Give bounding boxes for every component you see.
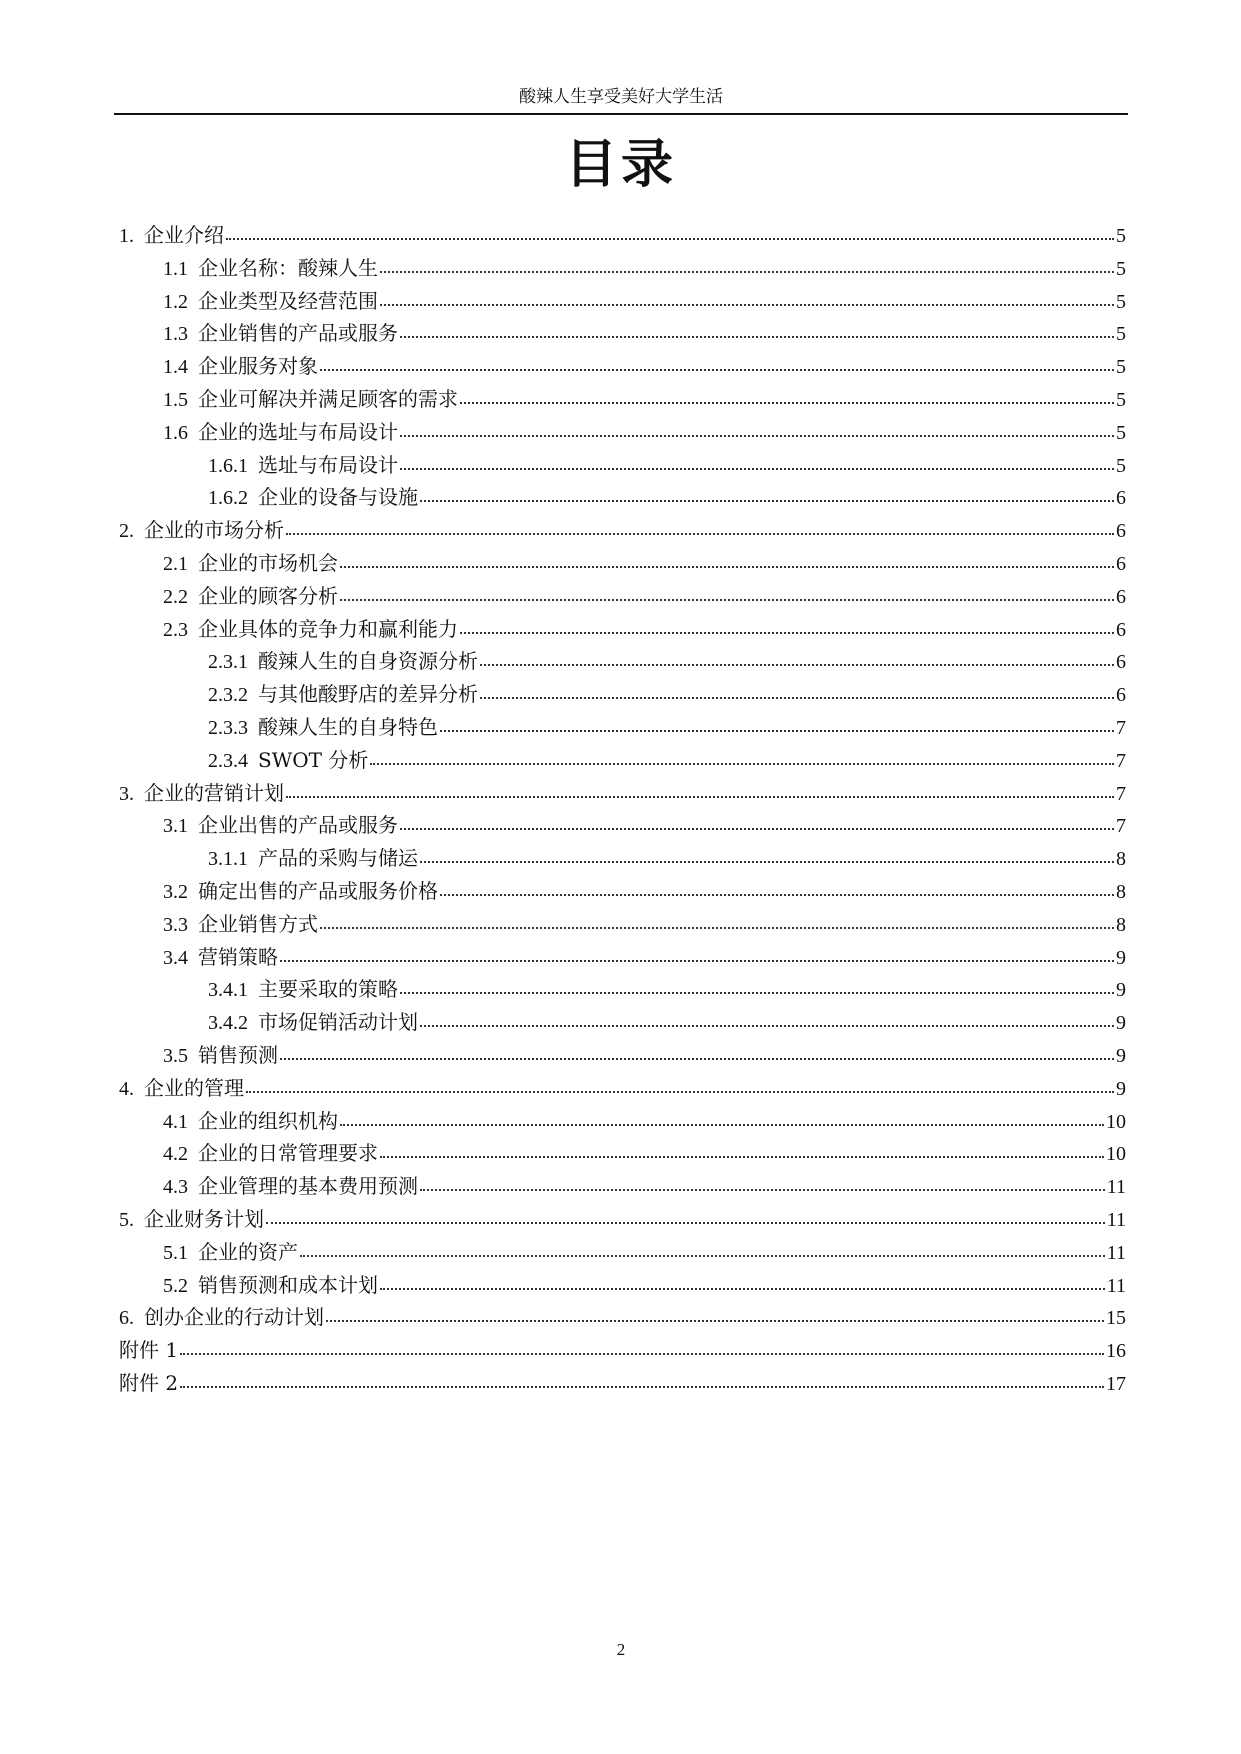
toc-entry-number: 5.2 (163, 1274, 188, 1297)
toc-entry-page: 7 (1116, 782, 1126, 805)
toc-entry-number: 1.5 (163, 388, 188, 411)
toc-entry[interactable] (119, 1236, 1126, 1269)
toc-entry[interactable] (119, 875, 1126, 908)
toc-entry-page: 16 (1106, 1340, 1126, 1363)
toc-entry[interactable] (119, 908, 1126, 941)
toc-entry[interactable] (119, 645, 1126, 678)
toc-entry-title: SWOT 分析 (258, 747, 369, 772)
toc-entry-page: 11 (1106, 1274, 1126, 1297)
toc-dot-leader (400, 992, 1114, 994)
toc-entry-title: 企业的市场分析 (144, 518, 284, 543)
toc-dot-leader (420, 500, 1114, 502)
toc-entry-page: 5 (1116, 388, 1126, 411)
toc-entry-number: 2.3 (163, 618, 188, 641)
toc-entry-number: 1.6.1 (208, 454, 248, 477)
toc-entry-title: 销售预测和成本计划 (198, 1272, 378, 1297)
toc-entry-page: 6 (1116, 585, 1126, 608)
toc-dot-leader (320, 369, 1114, 371)
toc-dot-leader (320, 927, 1114, 929)
toc-entry[interactable] (119, 252, 1126, 285)
toc-entry[interactable] (119, 514, 1126, 547)
toc-entry[interactable] (119, 219, 1126, 252)
toc-entry-number: 3.1.1 (208, 848, 248, 871)
toc-entry-title: 主要采取的策略 (258, 977, 398, 1002)
toc-entry[interactable] (119, 744, 1126, 777)
toc-entry-number: 2.3.3 (208, 716, 248, 739)
toc-entry-number: 5. (119, 1208, 134, 1231)
toc-entry-title: 企业的设备与设施 (258, 485, 418, 510)
toc-dot-leader (326, 1320, 1104, 1322)
toc-entry-page: 9 (1116, 979, 1126, 1002)
toc-entry-page: 6 (1116, 487, 1126, 510)
toc-entry-number: 5.1 (163, 1241, 188, 1264)
toc-entry-number: 3.5 (163, 1044, 188, 1067)
toc-entry-number: 2.2 (163, 585, 188, 608)
toc-entry-number: 3.2 (163, 880, 188, 903)
toc-dot-leader (440, 894, 1114, 896)
toc-entry-title: 附件 1 (119, 1338, 179, 1363)
toc-dot-leader (400, 828, 1114, 830)
toc-entry-title: 企业服务对象 (198, 354, 318, 379)
toc-dot-leader (380, 1156, 1104, 1158)
toc-entry-title: 企业销售方式 (198, 911, 318, 936)
toc-entry-title: 营销策略 (198, 944, 278, 969)
toc-entry-page: 5 (1116, 323, 1126, 346)
toc-entry[interactable] (119, 973, 1126, 1006)
toc-entry-page: 8 (1116, 880, 1126, 903)
toc-entry-page: 7 (1116, 716, 1126, 739)
toc-entry-page: 5 (1116, 356, 1126, 379)
toc-entry-page: 11 (1106, 1241, 1126, 1264)
toc-dot-leader (280, 1058, 1114, 1060)
toc-entry-number: 3.4.2 (208, 1012, 248, 1035)
toc-entry-title: 企业可解决并满足顾客的需求 (198, 386, 458, 411)
toc-entry-number: 4.1 (163, 1110, 188, 1133)
toc-entry-page: 6 (1116, 684, 1126, 707)
toc-entry-title: 确定出售的产品或服务价格 (198, 878, 438, 903)
toc-entry-page: 8 (1116, 913, 1126, 936)
toc-entry[interactable] (119, 711, 1126, 744)
toc-entry-page: 5 (1116, 421, 1126, 444)
toc-dot-leader (460, 632, 1114, 634)
toc-dot-leader (280, 960, 1114, 962)
toc-dot-leader (440, 730, 1114, 732)
toc-entry-title: 市场促销活动计划 (258, 1010, 418, 1035)
toc-entry-page: 11 (1106, 1176, 1126, 1199)
toc-entry-title: 企业销售的产品或服务 (198, 321, 398, 346)
toc-entry-number: 1.6.2 (208, 487, 248, 510)
toc-dot-leader (380, 1288, 1105, 1290)
toc-entry-page: 10 (1106, 1143, 1126, 1166)
toc-entry-title: 企业名称：酸辣人生 (198, 255, 378, 280)
page-title: 目录 (564, 135, 677, 195)
toc-entry-title: 企业介绍 (144, 223, 224, 247)
toc-entry[interactable] (119, 1367, 1126, 1400)
toc-entry-number: 3.1 (163, 815, 188, 838)
toc-dot-leader (266, 1222, 1105, 1224)
toc-entry-title: 企业的选址与布局设计 (198, 419, 398, 444)
toc-entry[interactable] (119, 678, 1126, 711)
toc-entry[interactable] (119, 1170, 1126, 1203)
toc-entry-page: 5 (1116, 454, 1126, 477)
toc-entry-number: 2. (119, 520, 134, 543)
toc-dot-leader (400, 435, 1114, 437)
toc-entry[interactable] (119, 777, 1126, 810)
toc-entry-number: 1.2 (163, 290, 188, 313)
toc-entry-number: 1.3 (163, 323, 188, 346)
toc-entry-page: 9 (1116, 946, 1126, 969)
toc-entry-title: 企业财务计划 (144, 1206, 264, 1231)
toc-dot-leader (480, 697, 1114, 699)
toc-entry-page: 9 (1116, 1077, 1126, 1100)
toc-dot-leader (246, 1091, 1114, 1093)
toc-entry-number: 2.3.2 (208, 684, 248, 707)
toc-entry-page: 17 (1106, 1372, 1126, 1395)
toc-entry-page: 6 (1116, 552, 1126, 575)
toc-entry[interactable] (119, 350, 1126, 383)
toc-entry[interactable] (119, 1072, 1126, 1105)
toc-entry-page: 8 (1116, 848, 1126, 871)
toc-dot-leader (480, 664, 1114, 666)
toc-entry[interactable] (119, 941, 1126, 974)
toc-entry-title: 企业的日常管理要求 (198, 1141, 378, 1166)
toc-entry-number: 3. (119, 782, 134, 805)
toc-entry-number: 3.4 (163, 946, 188, 969)
toc-entry-number: 2.3.4 (208, 749, 248, 772)
toc-entry-page: 6 (1116, 618, 1126, 641)
toc-entry-page: 9 (1116, 1044, 1126, 1067)
toc-entry-page: 7 (1116, 749, 1126, 772)
toc-dot-leader (180, 1386, 1104, 1388)
toc-entry-number: 4. (119, 1077, 134, 1100)
toc-entry[interactable] (119, 1269, 1126, 1302)
toc-entry-number: 4.3 (163, 1176, 188, 1199)
page-number: 2 (616, 1640, 626, 1659)
toc-entry-title: 酸辣人生的自身特色 (258, 714, 438, 739)
toc-entry-title: 产品的采购与储运 (258, 846, 418, 871)
running-header: 酸辣人生享受美好大学生活 (519, 87, 723, 107)
toc-entry-page: 6 (1116, 651, 1126, 674)
toc-dot-leader (340, 566, 1114, 568)
toc-entry-page: 7 (1116, 815, 1126, 838)
table-of-contents (119, 219, 1126, 1400)
toc-dot-leader (340, 599, 1114, 601)
toc-entry-page: 9 (1116, 1012, 1126, 1035)
toc-entry[interactable] (119, 1039, 1126, 1072)
toc-entry[interactable] (119, 1105, 1126, 1138)
toc-entry-title: 企业的市场机会 (198, 550, 338, 575)
toc-entry-page: 10 (1106, 1110, 1126, 1133)
toc-entry[interactable] (119, 317, 1126, 350)
toc-dot-leader (420, 861, 1114, 863)
toc-entry-title: 酸辣人生的自身资源分析 (258, 649, 478, 674)
toc-entry[interactable] (119, 1301, 1126, 1334)
toc-entry-title: 企业类型及经营范围 (198, 288, 378, 313)
toc-entry-page: 6 (1116, 520, 1126, 543)
toc-entry-number: 3.3 (163, 913, 188, 936)
toc-entry-number: 4.2 (163, 1143, 188, 1166)
toc-entry[interactable] (119, 1137, 1126, 1170)
toc-entry[interactable] (119, 449, 1126, 482)
toc-entry-title: 选址与布局设计 (258, 452, 398, 477)
toc-entry-title: 企业具体的竞争力和赢利能力 (198, 616, 458, 641)
toc-entry[interactable] (119, 613, 1126, 646)
toc-entry[interactable] (119, 481, 1126, 514)
toc-entry[interactable] (119, 809, 1126, 842)
toc-entry-page: 5 (1116, 290, 1126, 313)
toc-entry-page: 5 (1116, 257, 1126, 280)
toc-entry[interactable] (119, 285, 1126, 318)
toc-dot-leader (300, 1255, 1105, 1257)
toc-entry[interactable] (119, 842, 1126, 875)
toc-dot-leader (340, 1124, 1104, 1126)
toc-dot-leader (420, 1189, 1105, 1191)
toc-entry-page: 5 (1116, 225, 1126, 247)
toc-dot-leader (286, 796, 1114, 798)
toc-entry-title: 销售预测 (198, 1042, 278, 1067)
toc-entry-number: 2.1 (163, 552, 188, 575)
toc-dot-leader (370, 763, 1114, 765)
header-divider (114, 113, 1128, 115)
toc-dot-leader (286, 533, 1114, 535)
toc-entry-number: 1. (119, 225, 134, 247)
toc-entry[interactable] (119, 1203, 1126, 1236)
toc-entry-number: 2.3.1 (208, 651, 248, 674)
toc-entry-page: 15 (1106, 1307, 1126, 1330)
toc-entry-title: 企业的顾客分析 (198, 583, 338, 608)
toc-entry-title: 企业的资产 (198, 1239, 298, 1264)
toc-entry[interactable] (119, 547, 1126, 580)
toc-dot-leader (380, 304, 1114, 306)
toc-dot-leader (460, 402, 1114, 404)
toc-entry-number: 1.4 (163, 356, 188, 379)
toc-entry[interactable] (119, 1334, 1126, 1367)
toc-entry-number: 6. (119, 1307, 134, 1330)
toc-entry-title: 与其他酸野店的差异分析 (258, 682, 478, 707)
toc-entry-title: 企业管理的基本费用预测 (198, 1174, 418, 1199)
toc-dot-leader (400, 468, 1114, 470)
toc-entry-title: 企业的组织机构 (198, 1108, 338, 1133)
toc-dot-leader (420, 1025, 1114, 1027)
toc-entry[interactable] (119, 383, 1126, 416)
toc-entry-title: 企业出售的产品或服务 (198, 813, 398, 838)
toc-dot-leader (380, 271, 1114, 273)
toc-entry-title: 附件 2 (119, 1370, 179, 1395)
toc-entry-title: 企业的营销计划 (144, 780, 284, 805)
toc-entry-number: 1.6 (163, 421, 188, 444)
toc-entry-page: 11 (1106, 1208, 1126, 1231)
toc-dot-leader (400, 336, 1114, 338)
toc-entry-number: 3.4.1 (208, 979, 248, 1002)
toc-entry-title: 企业的管理 (144, 1075, 244, 1100)
toc-entry[interactable] (119, 1006, 1126, 1039)
toc-entry[interactable] (119, 416, 1126, 449)
toc-entry-title: 创办企业的行动计划 (144, 1305, 324, 1330)
toc-dot-leader (226, 238, 1114, 240)
toc-entry[interactable] (119, 580, 1126, 613)
toc-dot-leader (180, 1353, 1104, 1355)
toc-entry-number: 1.1 (163, 257, 188, 280)
